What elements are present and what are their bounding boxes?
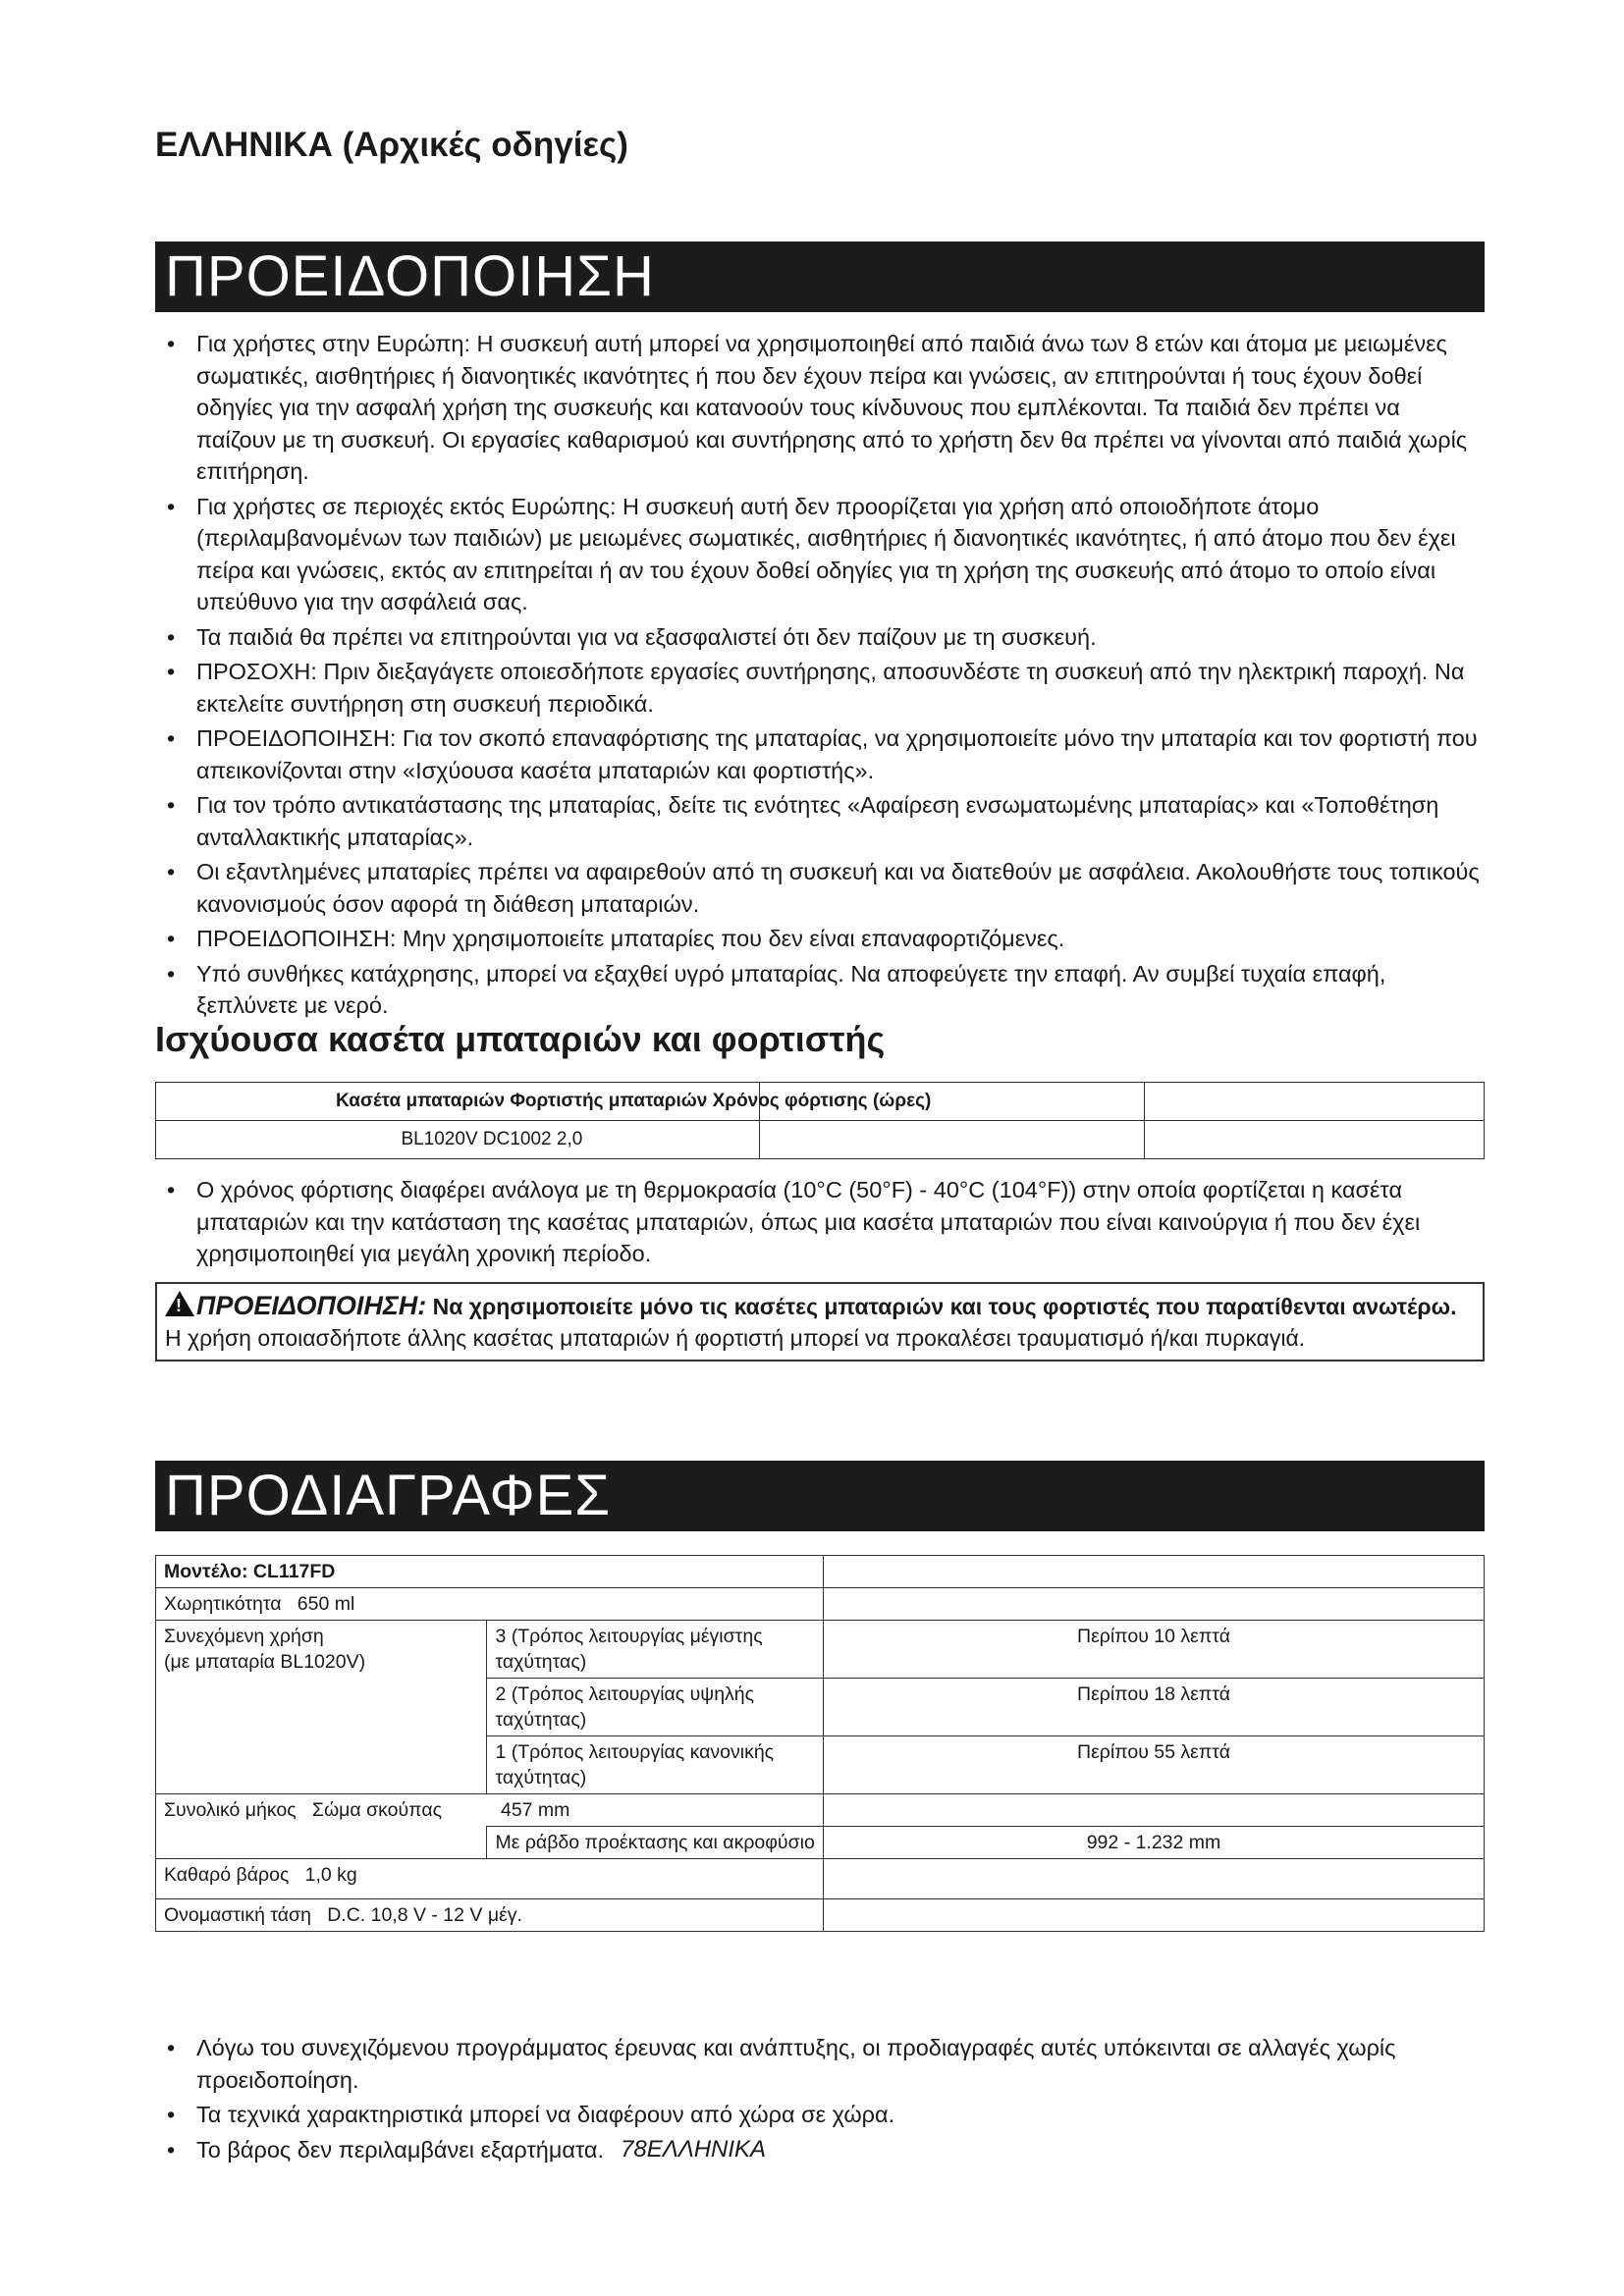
warning-item: • ΠΡΟΕΙΔΟΠΟΙΗΣΗ: Μην χρησιμοποιείτε μπαταρίες που δεν είναι επαναφορτιζόμενες. [155, 923, 1485, 955]
warnings-list [155, 328, 1485, 1025]
warning-banner: ΠΡΟΕΙΔΟΠΟΙΗΣΗ [155, 241, 1485, 312]
extension-label: Με ράβδο προέκτασης και ακροφύσιο [487, 1827, 824, 1859]
battery-table-header: Κασέτα μπαταριών Φορτιστής μπαταριών Χρόνος φόρτισης (ώρες) [156, 1083, 760, 1121]
table-row [156, 1899, 1485, 1932]
warning-item: • Για χρήστες σε περιοχές εκτός Ευρώπης: Η συσκευή αυτή δεν προορίζεται για χρήση από οποιοδήποτε άτομο (περιλαμβανομένων των παιδιών) με μειωμένες σωματικές, αισθητήριες ή διανοητικές ικανότητες, ή από άτομο που δεν έχει πείρα και γνώσεις, εκτός αν επιτηρείται ή αν του έχουν δοθεί οδηγίες για τη χρήση της συσκευής από άτομο το οποίο είναι υπεύθυνο για την ασφάλειά σας. [155, 491, 1485, 618]
charging-note: • Ο χρόνος φόρτισης διαφέρει ανάλογα με τη θερμοκρασία (10°C (50°F) - 40°C (104°F)) στην οποία φορτίζεται η κασέτα μπαταριών και την κατάσταση της κασέτας μπαταριών, όπως μια κασέτα μπαταριών που είναι καινούργια ή που δεν έχει χρησιμοποιηθεί για μεγάλη χρονική περίοδο. [155, 1174, 1485, 1270]
mode-value: Περίπου 10 λεπτά [824, 1621, 1485, 1679]
page-footer: 78ΕΛΛΗΝΙΚΑ [621, 2136, 767, 2163]
table-row [156, 1556, 1485, 1588]
specs-banner: ΠΡΟΔΙΑΓΡΑΦΕΣ [155, 1461, 1485, 1531]
warning-item: • ΠΡΟΣΟΧΗ: Πριν διεξαγάγετε οποιεσδήποτε εργασίες συντήρησης, αποσυνδέστε τη συσκευή από την ηλεκτρική παροχή. Να εκτελείτε συντήρηση στη συσκευή περιοδικά. [155, 656, 1485, 720]
warning-item: • Για χρήστες στην Ευρώπη: Η συσκευή αυτή μπορεί να χρησιμοποιηθεί από παιδιά άνω των 8 ετών και άτομα με μειωμένες σωματικές, αισθητήριες ή διανοητικές ικανότητες ή που δεν έχουν πείρα και γνώσεις, αν επιτηρούνται ή τους έχουν δοθεί οδηγίες για την ασφαλή χρήση της συσκευής και κατανοούν τους κίνδυνους που εμπλέκονται. Τα παιδιά δεν πρέπει να παίζουν με τη συσκευή. Οι εργασίες καθαρισμού και συντήρησης από το χρήστη δεν θα πρέπει να γίνονται από παιδιά χωρίς επιτήρηση. [155, 328, 1485, 488]
spec-notes-list [155, 2032, 1485, 2168]
warning-item: • Για τον τρόπο αντικατάστασης της μπαταρίας, δείτε τις ενότητες «Αφαίρεση ενσωματωμένης μπαταρίας» και «Τοποθέτηση ανταλλακτικής μπαταρίας». [155, 789, 1485, 853]
warning-item: • Υπό συνθήκες κατάχρησης, μπορεί να εξαχθεί υγρό μπαταρίας. Να αποφεύγετε την επαφή. Αν συμβεί τυχαία επαφή, ξεπλύνετε με νερό. [155, 958, 1485, 1022]
capacity-cell: Χωρητικότητα 650 ml [156, 1588, 824, 1621]
spec-note: • Λόγω του συνεχιζόμενου προγράμματος έρευνας και ανάπτυξης, οι προδιαγραφές αυτές υπόκεινται σε αλλαγές χωρίς προειδοποίηση. [155, 2032, 1485, 2096]
table-row [156, 1121, 1485, 1159]
warning-item: • Τα παιδιά θα πρέπει να επιτηρούνται για να εξασφαλιστεί ότι δεν παίζουν με τη συσκευή. [155, 621, 1485, 654]
mode-value: Περίπου 18 λεπτά [824, 1679, 1485, 1736]
continuous-use-label: Συνεχόμενη χρήση (με μπαταρία BL1020V) [156, 1621, 487, 1794]
spec-note: • Τα τεχνικά χαρακτηριστικά μπορεί να διαφέρουν από χώρα σε χώρα. [155, 2099, 1485, 2131]
spec-note: • Το βάρος δεν περιλαμβάνει εξαρτήματα. [155, 2134, 1485, 2166]
mode-cell: 2 (Τρόπος λειτουργίας υψηλής ταχύτητας) [487, 1679, 824, 1736]
warning-box-bold: Να χρησιμοποιείτε μόνο τις κασέτες μπαταριών και τους φορτιστές που παρατίθενται ανωτέρω. [432, 1294, 1457, 1319]
mode-value: Περίπου 55 λεπτά [824, 1736, 1485, 1794]
battery-section-title: Ισχύουσα κασέτα μπαταριών και φορτιστής [155, 1019, 886, 1059]
net-weight-cell: Καθαρό βάρος 1,0 kg [156, 1859, 824, 1899]
battery-table [155, 1082, 1485, 1159]
table-row [156, 1794, 1485, 1827]
warning-item: • ΠΡΟΕΙΔΟΠΟΙΗΣΗ: Για τον σκοπό επαναφόρτισης της μπαταρίας, να χρησιμοποιείτε μόνο την μπαταρία και τον φορτιστή που απεικονίζονται στην «Ισχύουσα κασέτα μπαταριών και φορτιστής». [155, 722, 1485, 786]
table-row [156, 1859, 1485, 1899]
table-row [156, 1621, 1485, 1679]
mode-cell: 3 (Τρόπος λειτουργίας μέγιστης ταχύτητας) [487, 1621, 824, 1679]
warning-item: • Οι εξαντλημένες μπαταρίες πρέπει να αφαιρεθούν από τη συσκευή και να διατεθούν με ασφάλεια. Ακολουθήστε τους τοπικούς κανονισμούς όσον αφορά τη διάθεση μπαταριών. [155, 856, 1485, 920]
battery-table-cell: BL1020V DC1002 2,0 [156, 1121, 760, 1159]
warning-triangle-icon: ! [165, 1291, 194, 1316]
rated-voltage-cell: Ονομαστική τάση D.C. 10,8 V - 12 V μέγ. [156, 1899, 824, 1932]
language-header: ΕΛΛΗΝΙΚΑ (Αρχικές οδηγίες) [155, 126, 628, 164]
warning-box [155, 1282, 1485, 1362]
warning-box-heading: ΠΡΟΕΙΔΟΠΟΙΗΣΗ: [196, 1291, 427, 1320]
warning-box-text: Η χρήση οποιασδήποτε άλλης κασέτας μπαταριών ή φορτιστή μπορεί να προκαλέσει τραυματισμό ή/και πυρκαγιά. [165, 1325, 1306, 1351]
charging-note-list [155, 1174, 1485, 1273]
total-length-label: Συνολικό μήκος Σώμα σκούπας [156, 1794, 487, 1859]
table-row [156, 1588, 1485, 1621]
mode-cell: 1 (Τρόπος λειτουργίας κανονικής ταχύτητας) [487, 1736, 824, 1794]
model-cell: Μοντέλο: CL117FD [156, 1556, 824, 1588]
table-row [156, 1083, 1485, 1121]
extension-value: 992 - 1.232 mm [824, 1827, 1485, 1859]
body-length: 457 mm [487, 1794, 824, 1827]
specs-table [155, 1555, 1485, 1932]
